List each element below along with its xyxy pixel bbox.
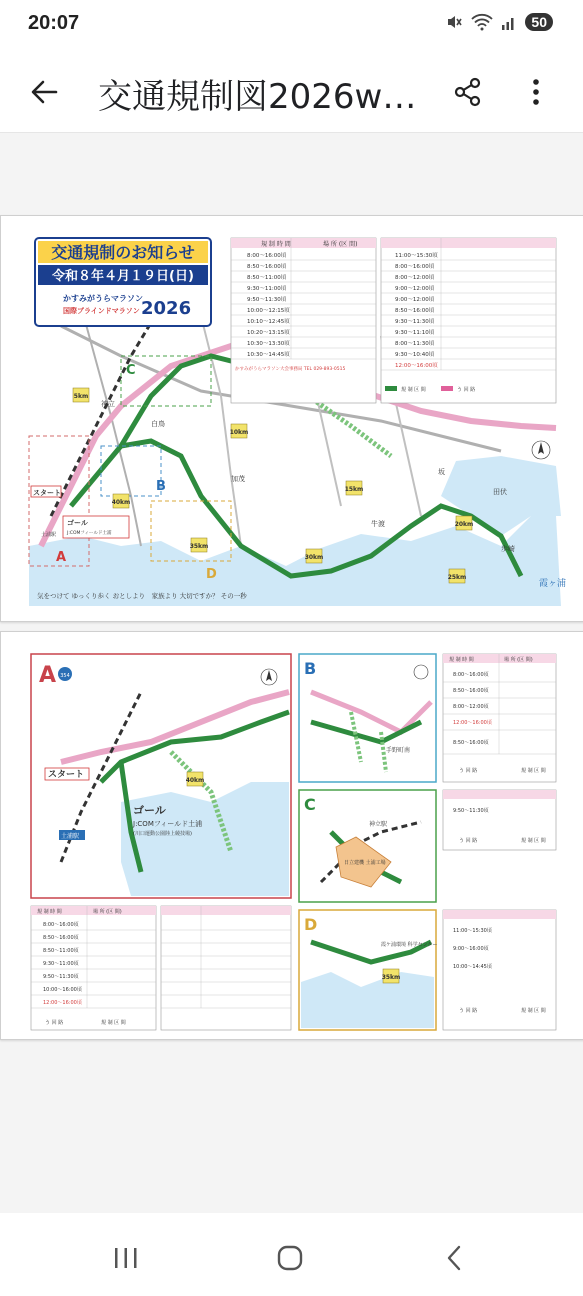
right-times	[395, 251, 438, 369]
area-a-table-right-header	[161, 906, 291, 915]
left-time-4: 9:30〜11:00頃	[247, 286, 287, 292]
area-a-table-time-header: 規 制 時 間	[37, 909, 62, 915]
km-5: 5km	[73, 393, 89, 400]
share-icon	[453, 77, 483, 107]
app-bar	[0, 52, 583, 133]
a-time-2: 8:50〜16:00頃	[43, 935, 79, 941]
area-c-factory-label: 日立建機 土浦工場	[344, 860, 386, 866]
chevron-left-icon	[445, 1245, 463, 1271]
right-time-4: 9:00〜12:00頃	[395, 286, 435, 292]
wifi-icon	[471, 13, 493, 31]
area-d-place: 霞ケ浦環境 科学センター	[381, 942, 438, 948]
area-c-title: C	[304, 795, 316, 814]
d-time-3: 10:00〜14:45頃	[453, 964, 492, 970]
area-c-station: 神立駅	[369, 821, 388, 828]
recent-apps-button[interactable]	[96, 1234, 156, 1282]
more-options-button[interactable]	[514, 70, 558, 114]
area-b-label: B	[156, 479, 166, 494]
area-a-label: A	[56, 550, 67, 565]
station-label-2: 土浦駅	[61, 833, 80, 840]
km-10: 10km	[229, 429, 249, 436]
navigation-bar	[0, 1220, 583, 1296]
b-time-3: 8:00〜12:00頃	[453, 704, 489, 710]
battery-indicator: 50	[525, 13, 553, 31]
left-time-8: 10:20〜13:15頃	[247, 330, 290, 336]
area-b-table-time-header: 規 制 時 間	[449, 657, 474, 663]
a-time-7: 12:00〜16:00頃	[43, 1000, 82, 1006]
area-b-legend-course: 規 制 区 間	[521, 768, 546, 774]
event-subtitle: 国際ブラインドマラソン	[63, 307, 140, 315]
table-header-place: 場 所 (区 間)	[323, 241, 358, 248]
home-icon	[277, 1245, 303, 1271]
area-c-label: C	[126, 363, 136, 378]
legend-detour-swatch	[441, 386, 453, 391]
area-a-title: A	[39, 663, 57, 688]
km-marker-35: 35km	[381, 974, 401, 981]
left-time-5: 9:50〜11:30頃	[247, 297, 287, 303]
right-time-5: 9:00〜12:00頃	[395, 297, 435, 303]
left-time-3: 8:50〜11:00頃	[247, 275, 287, 281]
km-15: 15km	[344, 486, 364, 493]
document-title: 交通規制図2026w…	[98, 77, 417, 117]
area-b-table-place-header: 場 所 (区 間)	[504, 657, 533, 663]
event-date: 令和８年４月１９日(日)	[52, 269, 194, 284]
place-hozaki: 歩崎	[501, 545, 515, 553]
a-time-3: 8:50〜11:00頃	[43, 948, 79, 954]
b-time-2: 8:50〜16:00頃	[453, 688, 489, 694]
right-time-1: 11:00〜15:30頃	[395, 253, 438, 259]
share-button[interactable]	[446, 70, 490, 114]
table-header-bg-right	[381, 238, 556, 248]
route-number: 354	[60, 673, 70, 679]
left-time-2: 8:50〜16:00頃	[247, 264, 287, 270]
start-label: スタート	[33, 489, 61, 497]
event-name: かすみがうらマラソン	[63, 294, 143, 303]
place-tabuse: 田伏	[493, 488, 507, 496]
legend-detour: う 回 路	[457, 387, 476, 393]
compass-icon-b	[414, 665, 428, 679]
d-time-2: 9:00〜16:00頃	[453, 946, 489, 952]
area-b-place: 手野町南	[386, 747, 411, 754]
document-page-2[interactable]	[0, 631, 583, 1040]
a-time-5: 9:50〜11:30頃	[43, 974, 79, 980]
legend-course: 規 制 区 間	[401, 387, 426, 393]
arrow-left-icon	[29, 77, 59, 107]
left-time-9: 10:30〜13:30頃	[247, 341, 290, 347]
notice-title: 交通規制のお知らせ	[51, 243, 195, 262]
area-a-table-place-header: 場 所 (区 間)	[93, 909, 122, 915]
page1-canvas	[1, 216, 583, 621]
right-time-2: 8:00〜16:00頃	[395, 264, 435, 270]
km-40: 40km	[111, 499, 131, 506]
a-time-1: 8:00〜16:00頃	[43, 922, 79, 928]
place-shiratori: 白鳥	[151, 420, 165, 428]
km-marker-40: 40km	[185, 777, 205, 784]
area-d-times	[453, 927, 492, 970]
status-bar	[0, 0, 583, 52]
goal-label: ゴール	[67, 519, 88, 527]
goal-venue: J:COMフィールド土浦	[67, 531, 112, 536]
goal-label-2: ゴール	[133, 804, 166, 817]
b-time-1: 8:00〜16:00頃	[453, 672, 489, 678]
table-header-time: 規 制 時 間	[261, 241, 291, 248]
contact-info: かすみがうらマラソン大会事務局 TEL 029-893-0515	[235, 367, 346, 372]
back-button[interactable]	[22, 70, 66, 114]
recent-apps-icon	[113, 1246, 139, 1270]
right-time-10: 9:30〜10:40頃	[395, 352, 435, 358]
area-a-legend-course: 規 制 区 間	[101, 1020, 126, 1026]
signal-icon	[501, 13, 517, 31]
place-kasumigaura: 霞ヶ浦	[539, 579, 567, 589]
page2-canvas	[1, 632, 583, 1039]
a-time-6: 10:00〜16:00頃	[43, 987, 82, 993]
more-vert-icon	[531, 77, 541, 107]
home-button[interactable]	[260, 1234, 320, 1282]
d-time-1: 11:00〜15:30頃	[453, 928, 492, 934]
b-time-4: 12:00〜16:00頃	[453, 720, 492, 726]
area-d-legend-course: 規 制 区 間	[521, 1008, 546, 1014]
place-ushiwata: 牛渡	[371, 520, 385, 528]
system-back-button[interactable]	[424, 1234, 484, 1282]
right-time-11: 12:00〜16:00頃	[395, 363, 438, 369]
right-time-7: 9:30〜11:30頃	[395, 319, 435, 325]
left-time-7: 10:10〜12:45頃	[247, 319, 290, 325]
right-time-6: 8:50〜16:00頃	[395, 308, 435, 314]
goal-venue-2: J:COMフィールド土浦	[133, 820, 203, 828]
area-d-table-header	[443, 910, 556, 919]
station-label: 土浦駅	[41, 532, 57, 538]
km-35: 35km	[189, 543, 209, 550]
right-time-8: 9:30〜11:10頃	[395, 330, 435, 336]
area-c-table-header	[443, 790, 556, 799]
left-time-10: 10:30〜14:45頃	[247, 352, 290, 358]
document-viewer[interactable]	[0, 133, 583, 1213]
status-time: 20:07	[28, 12, 80, 34]
legend-course-swatch	[385, 386, 397, 391]
goal-sub-2: (川口運動公園陸上競技場)	[133, 831, 192, 837]
right-time-3: 8:00〜12:00頃	[395, 275, 435, 281]
left-time-6: 10:00〜12:15頃	[247, 308, 290, 314]
c-time-1: 9:50〜11:30頃	[453, 808, 489, 814]
area-a-legend-detour: う 回 路	[45, 1020, 64, 1026]
km-20: 20km	[454, 521, 474, 528]
place-saka: 坂	[438, 468, 445, 476]
start-label-2: スタート	[48, 770, 85, 780]
a-time-4: 9:30〜11:00頃	[43, 961, 79, 967]
status-icons	[445, 13, 553, 31]
place-kamo: 加茂	[231, 475, 245, 483]
area-d-title: D	[304, 915, 318, 934]
event-year: 2026	[141, 298, 192, 319]
left-time-1: 8:00〜16:00頃	[247, 253, 287, 259]
area-b-title: B	[304, 659, 317, 678]
area-c-legend-course: 規 制 区 間	[521, 838, 546, 844]
area-b-legend-detour: う 回 路	[459, 768, 478, 774]
place-kandatsu: 神立	[101, 400, 115, 408]
km-25: 25km	[447, 574, 467, 581]
mute-icon	[445, 13, 463, 31]
km-30: 30km	[304, 554, 324, 561]
area-c-legend-detour: う 回 路	[459, 838, 478, 844]
right-time-9: 8:00〜11:30頃	[395, 341, 435, 347]
area-d-label: D	[206, 567, 217, 582]
area-d-legend-detour: う 回 路	[459, 1008, 478, 1014]
b-time-5: 8:50〜16:00頃	[453, 740, 489, 746]
safety-slogan: 気をつけて ゆっくり歩く おとしより 家族より 大切ですか？ その一秒	[37, 592, 247, 600]
area-a-table-right	[161, 906, 291, 1030]
document-page-1[interactable]	[0, 215, 583, 622]
